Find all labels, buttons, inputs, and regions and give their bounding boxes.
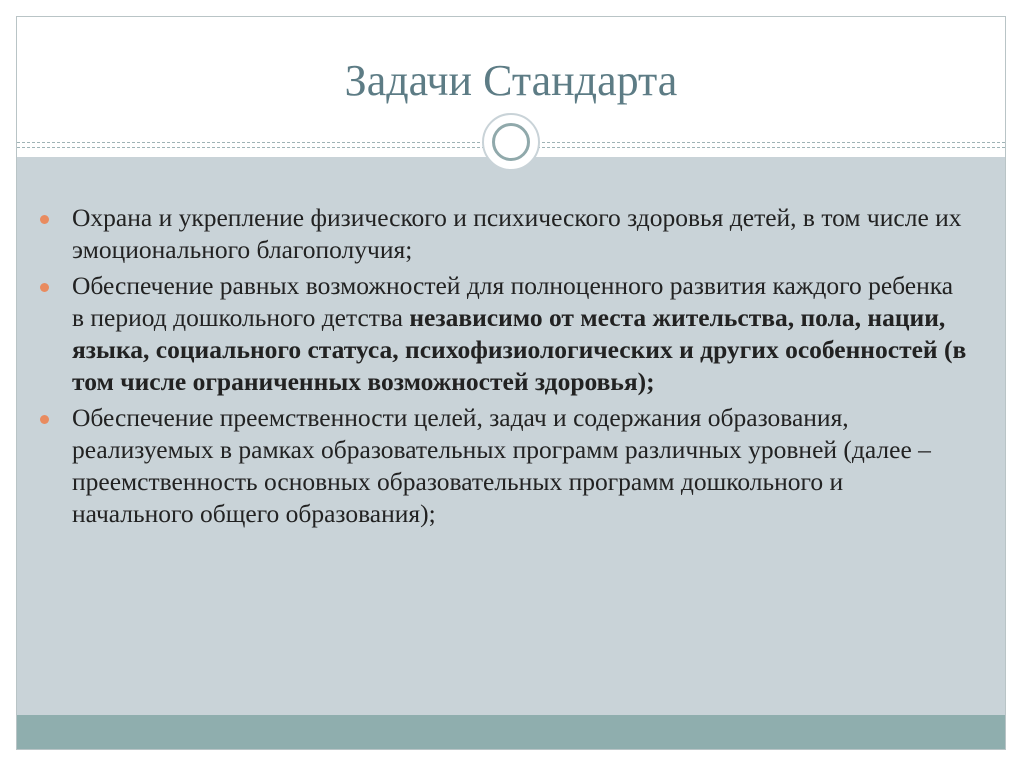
list-item: [38, 402, 968, 530]
bullet-list: [38, 202, 968, 534]
footer-bar: [17, 715, 1005, 749]
list-item: [38, 270, 968, 398]
bullet-text-emphasis: независимо от места жительства, пола, нации, языка, социального статуса, психофизиологических и других особенностей (в том числе ограниченных возможностей здоровья);: [72, 303, 967, 396]
slide-title: Задачи Стандарта: [344, 56, 678, 105]
inner-ring: [492, 123, 530, 161]
list-item: [38, 202, 968, 266]
bullet-text: Обеспечение равных возможностей для полноценного развития каждого ребенка в период дошкольного детства: [72, 271, 954, 332]
bullet-text: Обеспечение преемственности целей, задач и содержания образования, реализуемых в рамках образовательных программ различных уровней (далее – преемственность основных образовательных программ дошкольного и начального общего образования);: [72, 403, 931, 528]
double-ring-circle-icon: [482, 113, 540, 171]
bullet-dot-icon: [40, 215, 49, 224]
bullet-text: Охрана и укрепление физического и психического здоровья детей, в том числе их эмоционального благополучия;: [72, 203, 962, 264]
bullet-dot-icon: [40, 283, 49, 292]
bullet-dot-icon: [40, 415, 49, 424]
